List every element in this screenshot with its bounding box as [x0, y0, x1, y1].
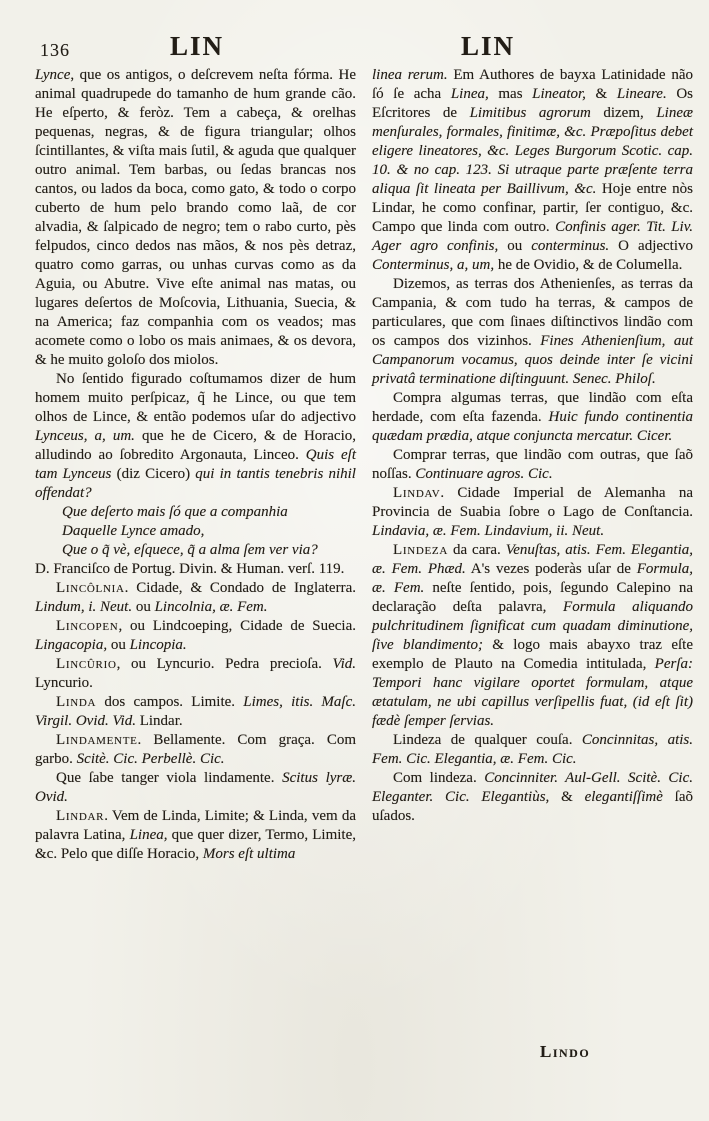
text-segment: Concinnitas, atis. Fem. Cic. Elegantia, æ. Fem. Cic. [372, 732, 693, 767]
text-segment: Lindar. [135, 713, 183, 729]
entry-lindav [372, 484, 693, 541]
text-segment: Compra algumas terras, que lindão com eſta herdade, com eſta fazenda. [372, 390, 693, 425]
text-segment: Lynceus, a, um. [35, 428, 135, 444]
paragraph-lindeza-cousa [372, 731, 693, 769]
paragraph-dizemos [372, 275, 693, 389]
text-segment: . Vem de Linda, Limite; & Linda, vem da palavra Latina, [35, 808, 356, 843]
text-segment: Lincopia. [129, 637, 187, 653]
catchword: Lindo [540, 1042, 591, 1061]
text-segment: , ou Lyncurio. Pedra precioſa. [116, 656, 333, 672]
text-segment: dizem, [590, 105, 657, 121]
entry-headword: Lindamente [56, 732, 138, 748]
text-segment: Com lindeza. [393, 770, 485, 786]
text-segment: Lindavia, æ. Fem. Lindavium, ii. Neut. [372, 523, 605, 539]
text-segment: A's vezes poderàs uſar de [465, 561, 637, 577]
text-segment: Comprar terras, que lindão com outras, que ſaõ noſſas. [372, 447, 693, 482]
text-segment: Formula aliquando pulchritudinem ſignificat cum quadam diminutione, ſive blandimento; [372, 599, 693, 653]
text-segment: ou [498, 238, 532, 254]
text-segment: Lineare. [616, 86, 667, 102]
paragraph-sentido-figurado [35, 370, 356, 503]
running-title-left: LIN [169, 31, 225, 61]
page-number: 136 [40, 40, 70, 60]
text-segment: Quis eſt tam Lynceus [35, 447, 356, 482]
right-column [372, 66, 693, 864]
text-segment: Lindum, i. Neut. [35, 599, 133, 615]
text-segment: mas [488, 86, 533, 102]
text-segment: , ou Lindcoeping, Cidade de Suecia. [118, 618, 356, 634]
paragraph-com-lindeza [372, 769, 693, 826]
entry-lincolnia [35, 579, 356, 617]
text-columns [35, 66, 693, 864]
verse-line [62, 522, 356, 541]
text-segment: Linea, [450, 86, 489, 102]
text-segment: O adjectivo [609, 238, 694, 254]
text-segment: Scitè. Cic. Perbellè. Cic. [76, 751, 225, 767]
text-segment: Lynce [35, 67, 71, 83]
text-segment: (diz Cicero) [116, 466, 196, 482]
left-column [35, 66, 356, 864]
text-segment: Limitibus agrorum [469, 105, 591, 121]
text-segment: da cara. [448, 542, 506, 558]
text-segment: Perſa: Tempori hanc vigilare oportet formulam, atque ætatulam, ne ubi capillus verſipellis fuat, (id eſt ſit) fædè ſemper ſervias. [372, 656, 693, 729]
verse-line [62, 503, 356, 522]
text-segment: Fines Athenienſium, aut Campanorum vocamus, quos deinde inter ſe vicini privatâ terminatione diſtinguunt. Senec. Philoſ. [372, 333, 694, 387]
text-segment: & logo mais abayxo traz eſte exemplo de Plauto na Comedia intitulada, [372, 637, 694, 672]
paragraph-comprar [372, 446, 693, 484]
text-segment: Venuſtas, atis. Fem. Elegantia, æ. Fem. Phæd. [372, 542, 693, 577]
entry-lindeza [372, 541, 693, 731]
text-segment: Formula, æ. Fem. [372, 561, 693, 596]
text-segment: , que os antigos, o deſcrevem neſta fórma. He animal quadrupede do tamanho de hum grande cão. He eſperto, & feròz. Tem a cabeça, & orelhas pequenas, negras, & de figura triangular; olhos ſcintillantes, & viſta mais ſutil, & aguda que qualquer outro animal. Tem barbas, ou ſedas brancas nos cantos, ou lados da boca, como gato, & todo o corpo cuberto de hum pelo brando como laã, de cor alvadia, & ſalpicado de negro; tem o rabo curto, pès felpudos, cinco dedos nas mãos, & nos pès detraz, quatro como garras, ou unhas curvas como as da Aguia, ou Abutre. Vive eſte animal nas matas, ou lugares deſertos de Moſcovia, Lithuania, Suecia, & na America; faz companhia com os veados; mas acomete como o lobo os mais animaes, & os devora, & he muito goloſo dos miolos. [35, 67, 356, 368]
text-segment: . Cidade, & Condado de Inglaterra. [124, 580, 356, 596]
text-segment: Lyncurio. [35, 675, 93, 691]
text-segment: D. Franciſco de Portug. Divin. & Human. verſ. 119. [35, 561, 345, 577]
text-segment: Scitus lyræ. Ovid. [35, 770, 356, 805]
text-segment: Mors eſt ultima [202, 846, 296, 862]
text-segment: Vid. [332, 656, 356, 672]
text-segment: Que o q̃ vè, eſquece, q̃ a alma ſem ver via? [62, 542, 318, 558]
text-segment: . Cidade Imperial de Alemanha na Provincia de Suabia ſobre o Lago de Conſtancia. [372, 485, 693, 520]
text-segment: Huic fundo continentia quædam prædia, atque conjuncta mercatur. Cicer. [372, 409, 693, 444]
text-segment: Continuare agros. Cic. [415, 466, 553, 482]
text-segment: Linea, [129, 827, 168, 843]
entry-headword: Linda [56, 694, 97, 710]
text-segment: dos campos. Limite. [96, 694, 244, 710]
text-segment: Que ſabe tanger viola lindamente. [56, 770, 283, 786]
entry-headword: Lincôlnia [56, 580, 125, 596]
text-segment: Que deſerto mais ſó que a companhia [62, 504, 288, 520]
text-segment: Confinis ager. Tit. Liv. Ager agro confinis, [372, 219, 693, 254]
text-segment: Lingacopia, [35, 637, 108, 653]
paragraph-compra [372, 389, 693, 446]
text-segment: neſte ſentido, pois, ſegundo Calepino na declaração deſta palavra, [372, 580, 693, 615]
text-segment: ou [107, 637, 130, 653]
text-segment: Lineæ menſurales, formales, finitimæ, &c. Præpoſitus debet eligere lineatores, &c. Leges Burgorum Scotic. cap. 10. & no cap. 123. Si utraque parte præſente terra aliqua ſit lineata per Baillivum, &c. [372, 105, 694, 197]
entry-headword: Lindav [393, 485, 441, 501]
verse-attribution [35, 560, 356, 579]
paragraph-tanger-viola [35, 769, 356, 807]
text-segment: Daquelle Lynce amado, [62, 523, 205, 539]
text-segment: Conterminus, a, um, [372, 257, 495, 273]
entry-headword: Lindeza [393, 542, 448, 558]
entry-linda [35, 693, 356, 731]
text-segment: que quer dizer, Termo, Limite, &c. Pelo que diſſe Horacio, [35, 827, 357, 862]
text-segment: Lincolnia, æ. Fem. [154, 599, 268, 615]
text-segment: Dizemos, as terras dos Athenienſes, as terras da Campania, & com tudo ha terras, & campos de particulares, que com ſinaes diſtinctivos lindão com os campos dos vizinhos. [372, 276, 693, 349]
text-segment: Concinniter. Aul-Gell. Scitè. Cic. Eleganter. Cic. Elegantiùs, [372, 770, 694, 805]
text-segment: . Bellamente. Com graça. Com garbo. [35, 732, 356, 767]
text-segment: Os Eſcritores de [372, 86, 694, 121]
text-segment: Em Authores de bayxa Latinidade não ſó ſe acha [372, 67, 693, 102]
entry-lindar-continuation [372, 66, 693, 275]
entry-lincopen [35, 617, 356, 655]
text-segment: he de Ovidio, & de Columella. [494, 257, 683, 273]
text-segment: que he de Cicero, & de Horacio, alludindo ao ſobredito Argonauta, Linceo. [35, 428, 357, 463]
entry-headword: Lindar [56, 808, 105, 824]
text-segment: ou [132, 599, 155, 615]
text-segment: qui in tantis tenebris nihil offendat? [35, 466, 356, 501]
entry-headword: Lincopen [56, 618, 119, 634]
text-segment: Lindeza de qualquer couſa. [393, 732, 582, 748]
entry-lincurio [35, 655, 356, 693]
text-segment: Limes, itis. Maſc. Virgil. Ovid. Vid. [35, 694, 357, 729]
verse-line [62, 541, 356, 560]
entry-lindamente [35, 731, 356, 769]
entry-lindar [35, 807, 356, 864]
running-title-right: LIN [460, 31, 516, 61]
text-segment: conterminus. [531, 238, 610, 254]
entry-headword: Lincûrio [56, 656, 117, 672]
entry-lynce-continuation [35, 66, 356, 370]
text-segment: & [549, 789, 585, 805]
text-segment: Lineator, [532, 86, 586, 102]
text-segment: No ſentido figurado coſtumamos dizer de hum homem muito perſpicaz, q̃ he Lince, ou que tem olhos de Lince, & então podemos uſar do adjectivo [35, 371, 356, 425]
text-segment: elegantiſſimè [584, 789, 663, 805]
text-segment: & [585, 86, 617, 102]
text-segment: ſaõ uſados. [372, 789, 693, 824]
text-segment: linea rerum. [372, 67, 448, 83]
text-segment: Hoje entre nòs Lindar, he como confinar, partir, ſer contiguo, &c. Campo que linda com outro. [372, 181, 693, 235]
